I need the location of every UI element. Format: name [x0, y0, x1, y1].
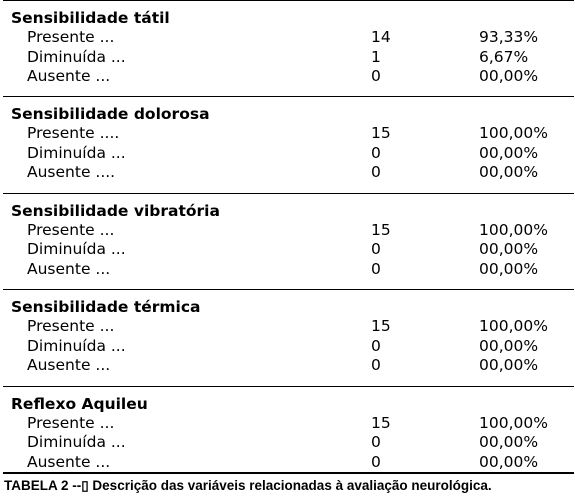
section-title: Sensibilidade dolorosa [11, 105, 210, 124]
table-row [3, 433, 574, 453]
section-sensibilidade-termica [3, 289, 574, 385]
row-count: 0 [371, 240, 381, 259]
row-percentage: 00,00% [479, 433, 539, 452]
row-count: 0 [371, 67, 381, 85]
table-row [3, 28, 574, 48]
row-count: 0 [371, 336, 381, 355]
row-count: 0 [371, 433, 381, 452]
row-percentage: 00,00% [479, 240, 539, 259]
row-percentage: 00,00% [479, 259, 539, 278]
row-count: 14 [371, 28, 391, 46]
row-percentage: 100,00% [479, 220, 548, 239]
row-count: 0 [371, 452, 381, 471]
row-label: Ausente ... [27, 259, 111, 278]
section-title: Reflexo Aquileu [11, 394, 148, 413]
neurological-assessment-table [3, 0, 574, 482]
row-count: 15 [371, 413, 391, 432]
row-label: Ausente ... [27, 67, 111, 85]
row-percentage: 93,33% [479, 28, 539, 46]
row-percentage: 6,67% [479, 47, 529, 66]
row-count: 0 [371, 259, 381, 278]
section-sensibilidade-dolorosa [3, 96, 574, 192]
table-bottom-rule [3, 472, 574, 474]
row-label: Presente ... [27, 28, 115, 46]
section-title: Sensibilidade térmica [11, 298, 201, 317]
section-title: Sensibilidade vibratória [11, 201, 220, 220]
row-label: Ausente ... [27, 356, 111, 375]
section-sensibilidade-tatil [3, 0, 574, 96]
row-count: 0 [371, 143, 381, 162]
row-label: Ausente .... [27, 163, 116, 182]
row-label: Diminuída ... [27, 336, 126, 355]
row-count: 15 [371, 124, 391, 143]
row-label: Diminuída ... [27, 47, 126, 66]
row-count: 0 [371, 356, 381, 375]
row-count: 15 [371, 220, 391, 239]
table-row [3, 67, 574, 87]
row-percentage: 00,00% [479, 336, 539, 355]
row-label: Presente ... [27, 220, 115, 239]
section-title: Sensibilidade tátil [11, 9, 170, 27]
row-percentage: 00,00% [479, 356, 539, 375]
row-label: Diminuída ... [27, 433, 126, 452]
row-percentage: 00,00% [479, 143, 539, 162]
row-percentage: 00,00% [479, 163, 539, 182]
table-caption: TABELA 2 --▯ Descrição das variáveis relacionadas à avaliação neurológica. [4, 478, 492, 493]
table-row [3, 240, 574, 260]
row-label: Diminuída ... [27, 143, 126, 162]
table-row [3, 163, 574, 183]
row-label: Ausente ... [27, 452, 111, 471]
section-reflexo-aquileu [3, 386, 574, 482]
table-row [3, 414, 574, 434]
row-count: 0 [371, 163, 381, 182]
row-percentage: 100,00% [479, 317, 548, 336]
table-row [3, 144, 574, 164]
table-row [3, 48, 574, 68]
row-label: Presente ... [27, 413, 115, 432]
row-count: 15 [371, 317, 391, 336]
table-row [3, 337, 574, 357]
row-percentage: 100,00% [479, 124, 548, 143]
table-row [3, 356, 574, 376]
table-row [3, 221, 574, 241]
row-percentage: 00,00% [479, 452, 539, 471]
row-label: Presente ... [27, 317, 115, 336]
row-label: Presente .... [27, 124, 120, 143]
row-label: Diminuída ... [27, 240, 126, 259]
table-row [3, 260, 574, 280]
row-percentage: 100,00% [479, 413, 548, 432]
row-count: 1 [371, 47, 381, 66]
table-row [3, 124, 574, 144]
table-row [3, 317, 574, 337]
table-row [3, 453, 574, 473]
section-sensibilidade-vibratoria [3, 193, 574, 289]
row-percentage: 00,00% [479, 67, 539, 85]
